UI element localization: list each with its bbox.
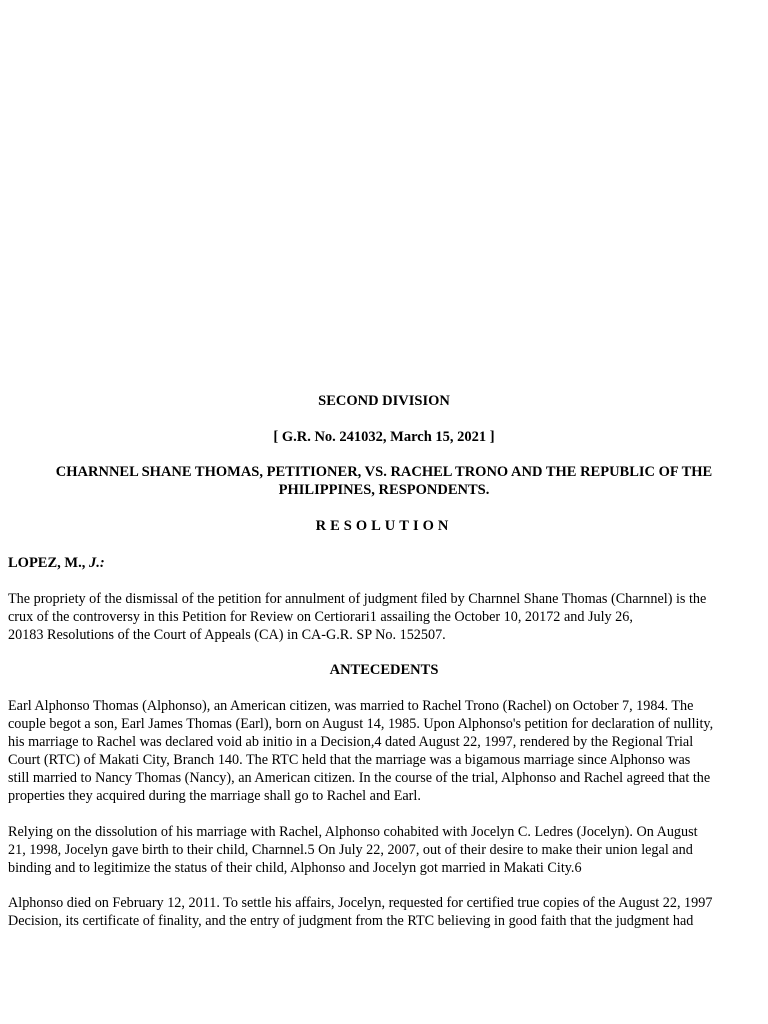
paragraph-line: The propriety of the dismissal of the petition for annulment of judgment filed by Charnnel Shane Thomas (Charnnel) is the — [8, 591, 707, 607]
paragraph-line: Relying on the dissolution of his marriage with Rachel, Alphonso cohabited with Jocelyn C. Ledres (Jocelyn). On August — [8, 824, 698, 840]
paragraph-line: couple begot a son, Earl James Thomas (Earl), born on August 14, 1985. Upon Alphonso's petition for declaration of nullity, — [8, 716, 714, 732]
case-parties-line: CHARNNEL SHANE THOMAS, PETITIONER, VS. RACHEL TRONO AND THE REPUBLIC OF THE — [55, 464, 713, 480]
paragraph-line: 20183 Resolutions of the Court of Appeals (CA) in CA-G.R. SP No. 152507. — [8, 627, 446, 643]
paragraph-line: Decision, its certificate of finality, and the entry of judgment from the RTC believing in good faith that the judgment had — [8, 913, 694, 929]
paragraph-antecedents-1 — [8, 697, 760, 805]
paragraph-line: Court (RTC) of Makati City, Branch 140. The RTC held that the marriage was a bigamous marriage since Alphonso was — [8, 752, 691, 768]
paragraph-antecedents-2 — [8, 823, 760, 877]
case-parties-line: PHILIPPINES, RESPONDENTS. — [278, 482, 490, 498]
division-heading: SECOND DIVISION — [318, 393, 450, 409]
ponente-name: LOPEZ, M., — [8, 555, 86, 571]
ponente-suffix: J.: — [88, 555, 105, 571]
paragraph-line: his marriage to Rachel was declared void ab initio in a Decision,4 dated August 22, 1997, rendered by the Regional Trial — [8, 734, 694, 750]
paragraph-antecedents-3 — [8, 894, 760, 930]
paragraph-line: properties they acquired during the marriage shall go to Rachel and Earl. — [8, 788, 421, 804]
paragraph-intro — [8, 590, 760, 644]
section-heading-antecedents: ANTECEDENTS — [329, 662, 439, 678]
paragraph-line: crux of the controversy in this Petition for Review on Certiorari1 assailing the October 10, 20172 and July 26, — [8, 609, 633, 625]
paragraph-line: Alphonso died on February 12, 2011. To settle his affairs, Jocelyn, requested for certified true copies of the August 22, 1997 — [8, 895, 713, 911]
case-number: [ G.R. No. 241032, March 15, 2021 ] — [273, 429, 495, 445]
paragraph-line: still married to Nancy Thomas (Nancy), an American citizen. In the course of the trial, Alphonso and Rachel agreed that the — [8, 770, 711, 786]
document-type-heading: RESOLUTION — [315, 518, 453, 534]
paragraph-line: 21, 1998, Jocelyn gave birth to their child, Charnnel.5 On July 22, 2007, out of their desire to make their union legal and — [8, 842, 693, 858]
case-parties — [8, 463, 760, 499]
paragraph-line: binding and to legitimize the status of their child, Alphonso and Jocelyn got married in Makati City.6 — [8, 860, 582, 876]
ponente — [8, 554, 105, 572]
paragraph-line: Earl Alphonso Thomas (Alphonso), an American citizen, was married to Rachel Trono (Rachel) on October 7, 1984. The — [8, 698, 694, 714]
